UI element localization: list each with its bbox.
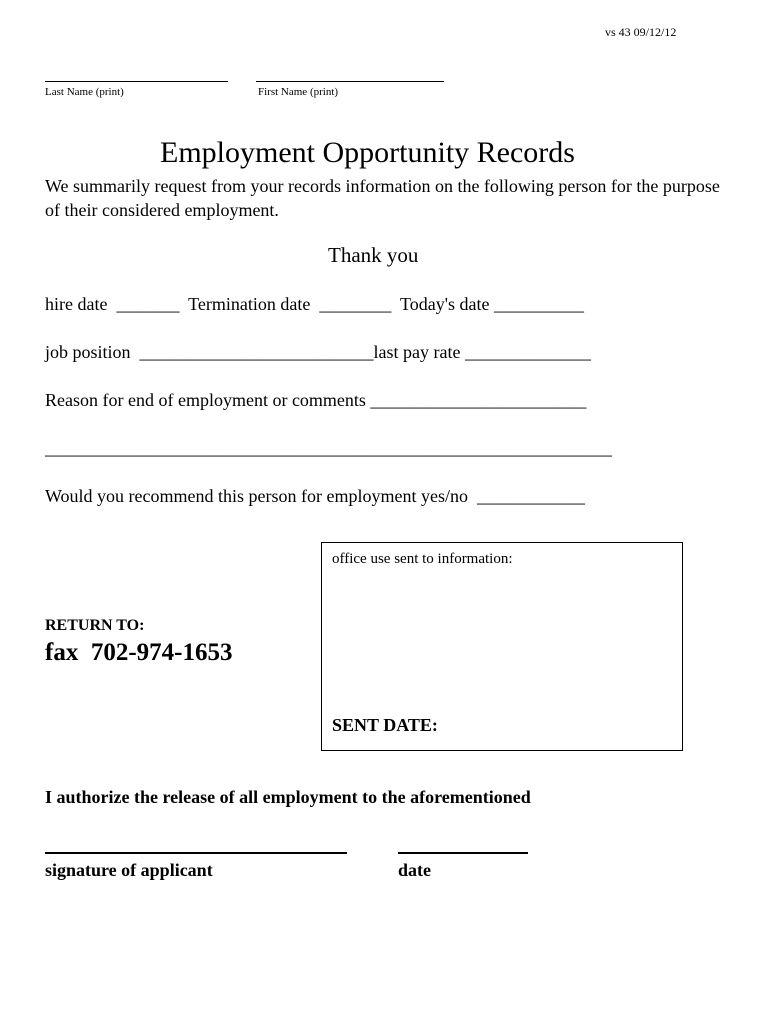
authorization-statement: I authorize the release of all employment to the aforementioned bbox=[45, 787, 531, 807]
first-name-label: First Name (print) bbox=[258, 86, 339, 98]
page-title: Employment Opportunity Records bbox=[160, 136, 575, 169]
last-name-label: Last Name (print) bbox=[45, 86, 124, 98]
form-version: vs 43 09/12/12 bbox=[605, 25, 677, 39]
fax-number: fax 702-974-1653 bbox=[45, 639, 233, 666]
dates-line[interactable]: hire date _______ Termination date ________ Today's date __________ bbox=[45, 294, 584, 314]
return-to-label: RETURN TO: bbox=[45, 617, 145, 634]
reason-continuation-line[interactable]: _______________________________________________________________ bbox=[45, 438, 612, 458]
intro-paragraph: We summarily request from your records information on the following person for the purpose of their considered employment. bbox=[45, 176, 720, 220]
sent-date-label: SENT DATE: bbox=[332, 715, 438, 735]
thank-you-text: Thank you bbox=[328, 243, 419, 267]
position-pay-line[interactable]: job position __________________________last pay rate ______________ bbox=[45, 342, 591, 362]
date-line[interactable] bbox=[398, 852, 528, 854]
first-name-line[interactable] bbox=[256, 81, 444, 82]
signature-line[interactable] bbox=[45, 852, 347, 854]
last-name-line[interactable] bbox=[45, 81, 228, 82]
date-label: date bbox=[398, 860, 431, 880]
office-use-box bbox=[321, 542, 683, 751]
signature-label: signature of applicant bbox=[45, 860, 213, 880]
office-use-label: office use sent to information: bbox=[332, 551, 513, 567]
reason-line[interactable]: Reason for end of employment or comments ________________________ bbox=[45, 390, 587, 410]
recommend-line[interactable]: Would you recommend this person for employment yes/no ____________ bbox=[45, 486, 585, 506]
